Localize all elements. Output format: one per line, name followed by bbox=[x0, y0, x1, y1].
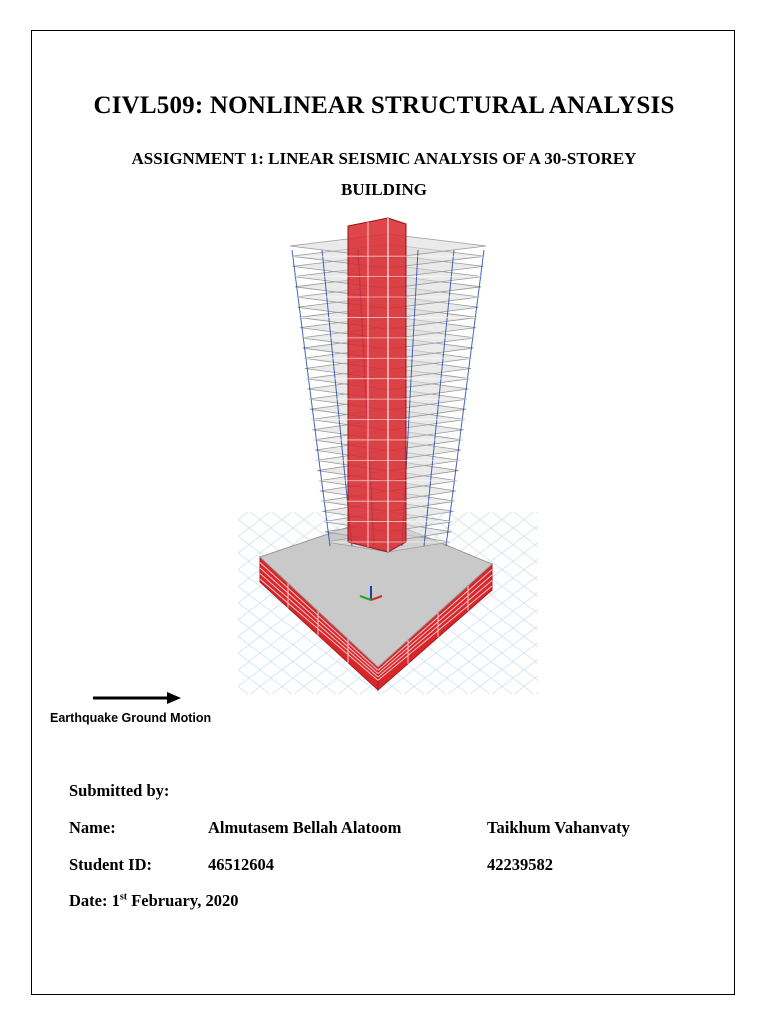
subtitle-line-1: ASSIGNMENT 1: LINEAR SEISMIC ANALYSIS OF A 30-STOREY bbox=[131, 149, 637, 168]
student-id-label: Student ID: bbox=[69, 855, 152, 874]
document-title: CIVL509: NONLINEAR STRUCTURAL ANALYSIS bbox=[93, 92, 675, 119]
student-1-id: 46512604 bbox=[208, 855, 274, 874]
date-ordinal: st bbox=[119, 891, 128, 903]
subtitle-line-2: BUILDING bbox=[341, 180, 427, 199]
student-2-name: Taikhum Vahanvaty bbox=[487, 818, 630, 837]
figure-caption: Earthquake Ground Motion bbox=[50, 711, 212, 725]
name-label: Name: bbox=[69, 818, 116, 837]
right-arrow-icon bbox=[93, 691, 183, 705]
student-2-id: 42239582 bbox=[487, 855, 553, 874]
date-suffix: February, 2020 bbox=[127, 891, 239, 910]
document-subtitle bbox=[104, 143, 664, 205]
submitted-by-label: Submitted by: bbox=[69, 781, 170, 800]
submission-date bbox=[69, 891, 238, 911]
date-prefix: Date: 1 bbox=[69, 891, 120, 910]
student-1-name: Almutasem Bellah Alatoom bbox=[208, 818, 402, 837]
building-3d-model-icon bbox=[238, 212, 538, 694]
building-model-figure bbox=[238, 212, 538, 694]
